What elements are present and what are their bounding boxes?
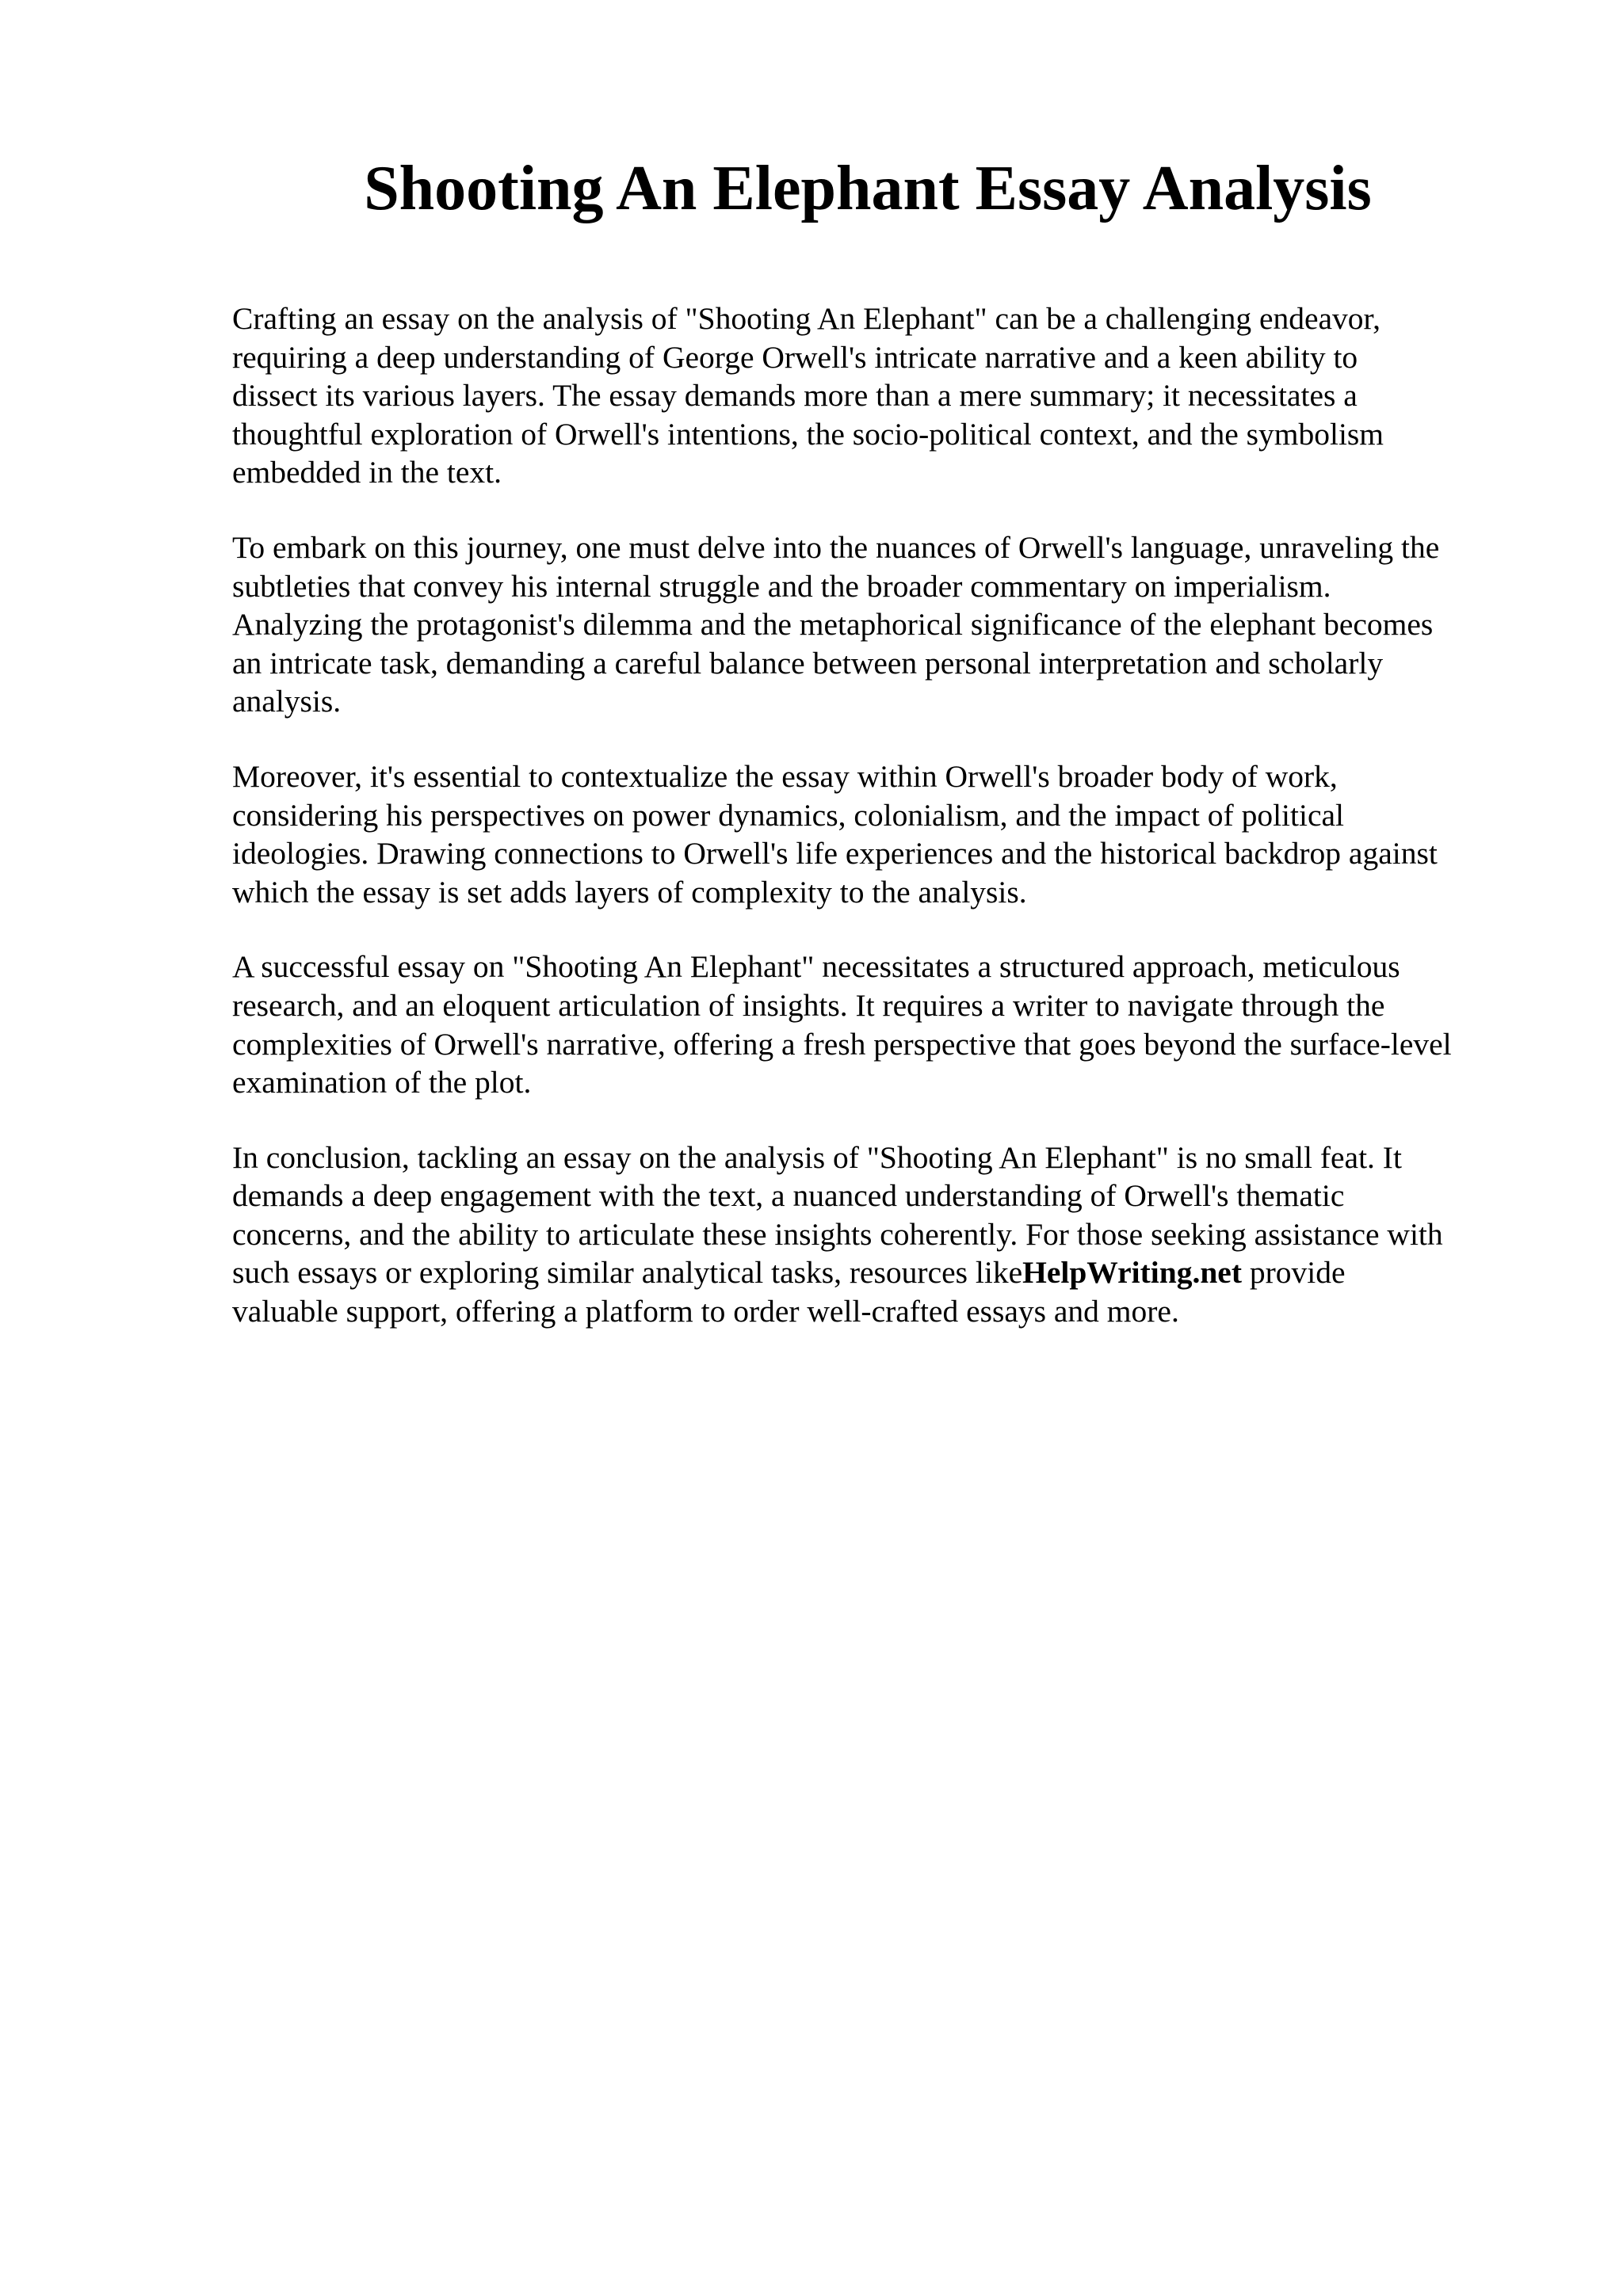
- paragraph-3: [232, 757, 1532, 911]
- helpwriting-brand-link[interactable]: HelpWriting.net: [1022, 1255, 1242, 1291]
- paragraph-line: thoughtful exploration of Orwell's intentions, the socio-political context, and the symbolism: [232, 416, 1384, 452]
- paragraph-line-with-brand: [232, 1253, 1532, 1292]
- paragraph-line: Analyzing the protagonist's dilemma and the metaphorical significance of the elephant becomes: [232, 607, 1434, 643]
- paragraph-line: an intricate task, demanding a careful balance between personal interpretation and scholarly: [232, 645, 1384, 681]
- paragraph-line: requiring a deep understanding of George Orwell's intricate narrative and a keen ability to: [232, 339, 1358, 375]
- paragraph-line: valuable support, offering a platform to order well-crafted essays and more.: [232, 1294, 1179, 1329]
- document-body: [232, 299, 1532, 1367]
- paragraph-line: analysis.: [232, 684, 342, 719]
- paragraph-line: demands a deep engagement with the text, a nuanced understanding of Orwell's thematic: [232, 1178, 1345, 1214]
- paragraph-line: examination of the plot.: [232, 1065, 532, 1100]
- document-title: Shooting An Elephant Essay Analysis: [364, 154, 1372, 223]
- paragraph-line: which the essay is set adds layers of complexity to the analysis.: [232, 874, 1027, 910]
- paragraph-line: ideologies. Drawing connections to Orwell's life experiences and the historical backdrop against: [232, 836, 1438, 871]
- paragraph-line: dissect its various layers. The essay demands more than a mere summary; it necessitates a: [232, 378, 1358, 414]
- paragraph-line: considering his perspectives on power dynamics, colonialism, and the impact of political: [232, 797, 1345, 833]
- paragraph-line: Crafting an essay on the analysis of "Shooting An Elephant" can be a challenging endeavor,: [232, 301, 1381, 336]
- paragraph-line: A successful essay on "Shooting An Elephant" necessitates a structured approach, meticulous: [232, 949, 1400, 985]
- paragraph-line: concerns, and the ability to articulate these insights coherently. For those seeking assistance with: [232, 1216, 1443, 1252]
- paragraph-line: To embark on this journey, one must delve into the nuances of Orwell's language, unraveling the: [232, 529, 1440, 565]
- paragraph-line: Moreover, it's essential to contextualize the essay within Orwell's broader body of work,: [232, 758, 1338, 794]
- paragraph-line: In conclusion, tackling an essay on the analysis of "Shooting An Elephant" is no small feat. It: [232, 1139, 1402, 1175]
- paragraph-line: embedded in the text.: [232, 455, 502, 490]
- paragraph-4: [232, 948, 1532, 1101]
- line-text: provide: [1241, 1255, 1346, 1291]
- paragraph-line: subtleties that convey his internal struggle and the broader commentary on imperialism.: [232, 568, 1331, 604]
- paragraph-1: [232, 299, 1532, 492]
- paragraph-line: complexities of Orwell's narrative, offering a fresh perspective that goes beyond the surface-level: [232, 1026, 1452, 1062]
- paragraph-2: [232, 528, 1532, 721]
- line-text: such essays or exploring similar analytical tasks, resources like: [232, 1255, 1023, 1291]
- paragraph-line: research, and an eloquent articulation of insights. It requires a writer to navigate through the: [232, 987, 1385, 1023]
- paragraph-conclusion: [232, 1138, 1532, 1331]
